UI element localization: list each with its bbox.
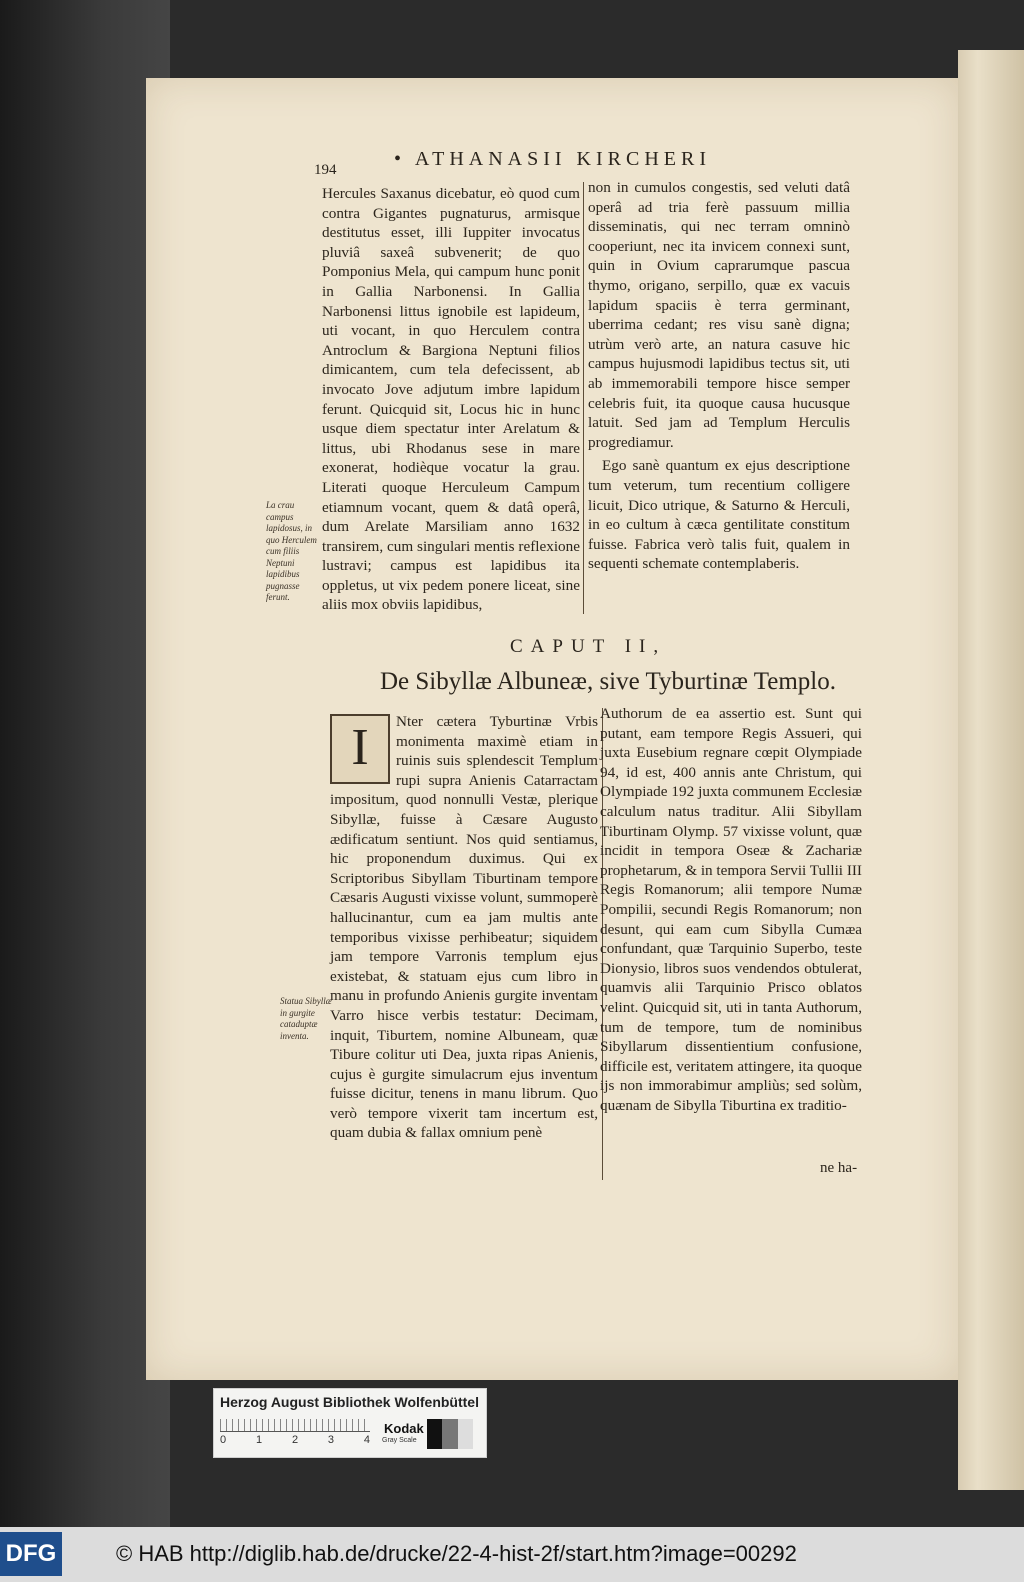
scan-background-left xyxy=(0,0,170,1545)
page-header xyxy=(314,148,874,178)
chapter-number: CAPUT II, xyxy=(510,636,667,657)
source-credit-link[interactable]: © HAB http://diglib.hab.de/drucke/22-4-hist-2f/start.htm?image=00292 xyxy=(116,1541,797,1566)
column-right-top xyxy=(588,178,850,578)
viewer-footer xyxy=(0,1527,1024,1582)
column-left-bottom xyxy=(330,712,598,1147)
color-calibration-label xyxy=(213,1388,487,1458)
column-left-top xyxy=(322,184,580,619)
drop-cap-initial: I xyxy=(330,714,390,784)
margin-note-crau: La crau campus lapidosus, in quo Herculem cum filiis Neptuni lapidibus pugnasse ferunt. xyxy=(266,500,317,602)
catchword: ne ha- xyxy=(820,1160,858,1176)
paragraph: non in cumulos congestis, sed veluti datâ operâ ad tria ferè passuum millia disseminatis, qui nec terram omninò cooperiunt, nec ita invicem connexi sunt, quin in Ovium caprarumque pascua thymo, origano, serpillo, quæ ex vacuis lapidum spaciis è terra germinant, uberrima cedant; res visu sanè digna; utrùm verò arte, an natura casuve hic campus hujusmodi lapidibus tectus sit, uti ab immemorabili tempore hisce semper celebris fuit, ita quoque causa hucusque latuit. Sed jam ad Templum Herculis progrediamur. xyxy=(588,179,850,451)
kodak-subtitle: Gray Scale xyxy=(382,1437,417,1444)
dfg-logo: DFG xyxy=(0,1532,62,1576)
paragraph: Nter cætera Tyburtinæ Vrbis monimenta maximè etiam in ruinis suis splendescit Templum rupi supra Anienis Catarractam impositum, quod nonnulli Vestæ, plerique Sibyllæ, fuisse à Cæsare Augusto ædificatum sentiunt. Nos quid sentiamus, hic proponendum duximus. Qui ex Scriptoribus Sibyllam Tiburtinam tempore Cæsaris Augusti vixisse volunt, summoperè hallucinantur, cum ea jam multis ante temporibus vixisse perhibeatur; siquidem jam tempore Varronis templum ejus existebat, & statuam ejus cum libro in manu in profundo Anienis gurgite inventam Varro hisce verbis testatur: Decimam, inquit, Tiburtem, nomine Albuneam, quæ Tibure colitur uti Dea, juxta ripas Anienis, cujus è gurgite simulacrum ejus inventum fuisse dicitur, tenens in manu librum. Quo verò tempore vixerit tam incertum est, quam dubia & fallax omnium penè xyxy=(330,713,598,1142)
institution-name: Herzog August Bibliothek Wolfenbüttel xyxy=(220,1394,479,1410)
kodak-brand: Kodak xyxy=(384,1421,424,1436)
margin-note-statua: Statua Sibyllæ in gurgite cataduptæ inventa. xyxy=(280,996,332,1041)
paragraph: Authorum de ea assertio est. Sunt qui putant, eam tempore Regis Assueri, qui juxta Eusebium regnare cœpit Olympiade 94, id est, 400 annis ante Christum, qui Olympiade 192 juxta communem Ecclesiæ calculum natus traditur. Alii Sibyllam Tiburtinam Olymp. 57 vixisse volunt, quæ incidit in tempora Oseæ & Zachariæ prophetarum, & in tempora Servii Tullii III Regis Romanorum; alii tempore Numæ Pompilii, secundi Regis Romanorum; non desunt, qui eam cum Sibylla Cumæa confundant, quæ Tarquinio Superbo, teste Dionysio, libros suos vendendos obtulerat, quamvis alii Tarquinio Prisco oblatos velint. Quicquid sit, uti in tanta Authorum, tum de tempore, tum de nominibus Sibyllarum dissentientium confusione, difficile est, veritatem attingere, ita quoque ijs non immorabimur ampliùs; sed solùm, quænam de Sibylla Tiburtina ex traditio- xyxy=(600,705,862,1114)
running-head: • ATHANASII KIRCHERI xyxy=(394,148,712,170)
column-rule xyxy=(583,182,584,614)
chapter-title: De Sibyllæ Albuneæ, sive Tyburtinæ Templo. xyxy=(380,668,837,695)
ruler-numbers: 0 1 2 3 4 xyxy=(220,1434,370,1446)
column-right-bottom xyxy=(600,704,862,1119)
gray-scale-patches xyxy=(427,1419,473,1449)
paragraph: Ego sanè quantum ex ejus descriptione tum veterum, tum recentium colligere licuit, Dico utrique, & Saturno & Herculi, in eo cultum à cæca gentilitate constitum fuisse. Fabrica verò talis fuit, qualem in sequenti schemate contemplaberis. xyxy=(588,457,850,573)
paragraph: Hercules Saxanus dicebatur, eò quod cum contra Gigantes pugnaturus, armisque destitutus esset, illi Iuppiter invocatus pluviâ saxeâ subvenerit; de quo Pomponius Mela, qui campum hunc ponit in Gallia Narbonensi. In Gallia Narbonensi littus ignobile est lapideum, uti vocant, in quo Herculem contra Antroclum & Bargiona Neptuni filios dimicantem, cum tela defecissent, ab invocato Jove adjutum imbre lapidum ferunt. Quicquid sit, Locus hic in hunc usque diem spectatur inter Arelatum & littus, ubi Rhodanus sese in mare exonerat, hodièque vocatur la grau. Literati quoque Herculeum Campum etiamnum vocant, quem & datâ operâ, dum Arelate Marsiliam anno 1632 transirem, cum singulari mentis reflexione lustravi; campus est lapidibus ita oppletus, ut vix pedem ponere liceat, sine aliis mox obviis lapidibus, xyxy=(322,185,580,614)
page-number: 194 xyxy=(314,162,337,178)
scale-ruler xyxy=(220,1419,370,1432)
adjacent-page-edge xyxy=(958,50,1024,1490)
